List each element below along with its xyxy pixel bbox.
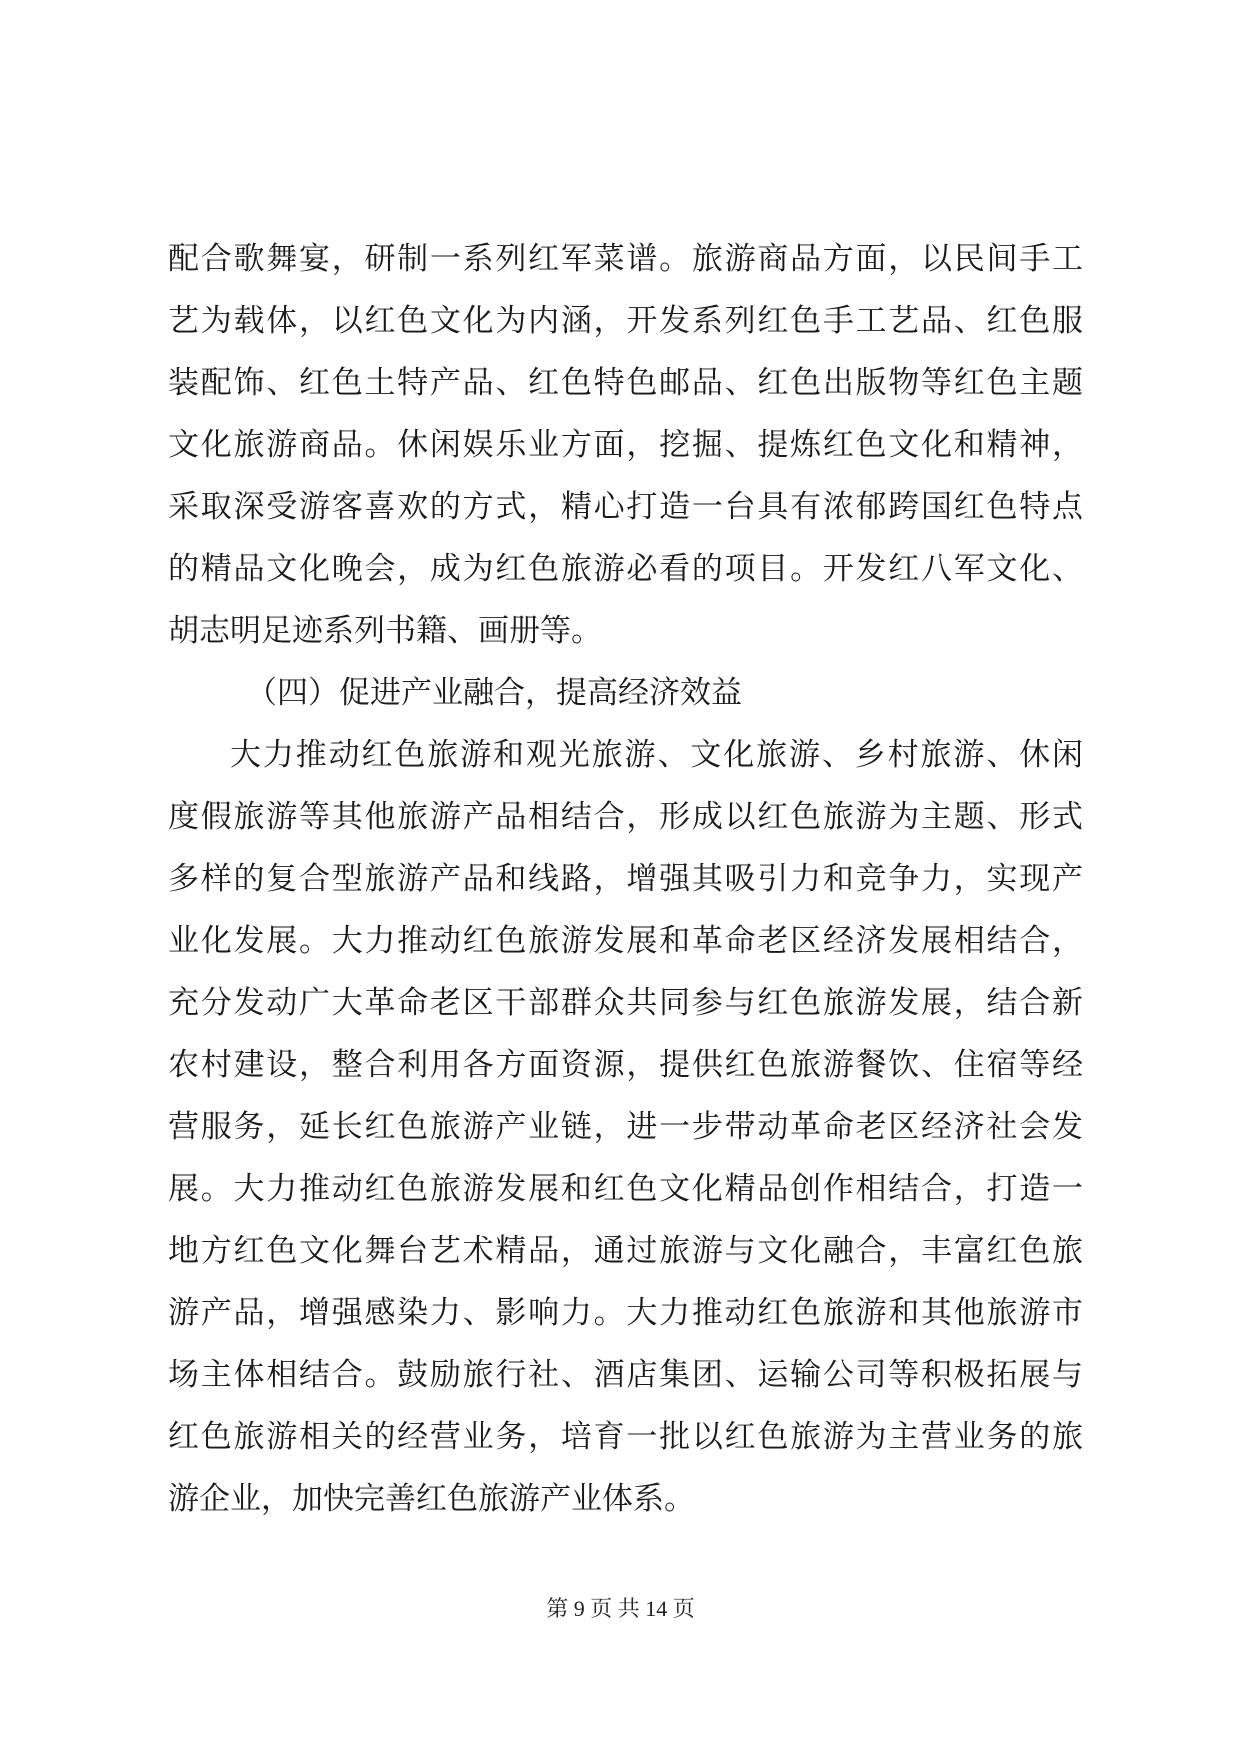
text-line: 胡志明足迹系列书籍、画册等。	[168, 613, 602, 649]
text-line: 艺为载体，以红色文化为内涵，开发系列红色手工艺品、红色服	[168, 303, 1083, 339]
text-line: 农村建设，整合利用各方面资源，提供红色旅游餐饮、住宿等经	[168, 1047, 1083, 1083]
text-line: 度假旅游等其他旅游产品相结合，形成以红色旅游为主题、形式	[168, 799, 1083, 835]
text-line: 游产品，增强感染力、影响力。大力推动红色旅游和其他旅游市	[168, 1295, 1083, 1331]
text-line: 营服务，延长红色旅游产业链，进一步带动革命老区经济社会发	[168, 1109, 1083, 1145]
text-line: 配合歌舞宴，研制一系列红军菜谱。旅游商品方面，以民间手工	[168, 241, 1083, 277]
text-line: 场主体相结合。鼓励旅行社、酒店集团、运输公司等积极拓展与	[168, 1357, 1083, 1393]
text-line: 的精品文化晚会，成为红色旅游必看的项目。开发红八军文化、	[168, 551, 1083, 587]
page-footer	[0, 1594, 1241, 1624]
text-line: 大力推动红色旅游和观光旅游、文化旅游、乡村旅游、休闲	[230, 737, 1083, 773]
text-line: 文化旅游商品。休闲娱乐业方面，挖掘、提炼红色文化和精神，	[168, 427, 1083, 463]
text-line: 装配饰、红色土特产品、红色特色邮品、红色出版物等红色主题	[168, 365, 1083, 401]
text-line: 展。大力推动红色旅游发展和红色文化精品创作相结合，打造一	[168, 1171, 1083, 1207]
text-line: 地方红色文化舞台艺术精品，通过旅游与文化融合，丰富红色旅	[168, 1233, 1083, 1269]
text-line: 多样的复合型旅游产品和线路，增强其吸引力和竞争力，实现产	[168, 861, 1083, 897]
page-number: 第 9 页 共 14 页	[546, 1596, 695, 1621]
text-line: 业化发展。大力推动红色旅游发展和革命老区经济发展相结合，	[168, 923, 1083, 959]
text-line: 红色旅游相关的经营业务，培育一批以红色旅游为主营业务的旅	[168, 1419, 1083, 1455]
text-line: 采取深受游客喜欢的方式，精心打造一台具有浓郁跨国红色特点	[168, 489, 1083, 525]
body-text	[168, 228, 1083, 1530]
section-heading: （四）促进产业融合，提高经济效益	[246, 675, 742, 711]
text-line: 游企业，加快完善红色旅游产业体系。	[168, 1481, 695, 1517]
text-line: 充分发动广大革命老区干部群众共同参与红色旅游发展，结合新	[168, 985, 1083, 1021]
